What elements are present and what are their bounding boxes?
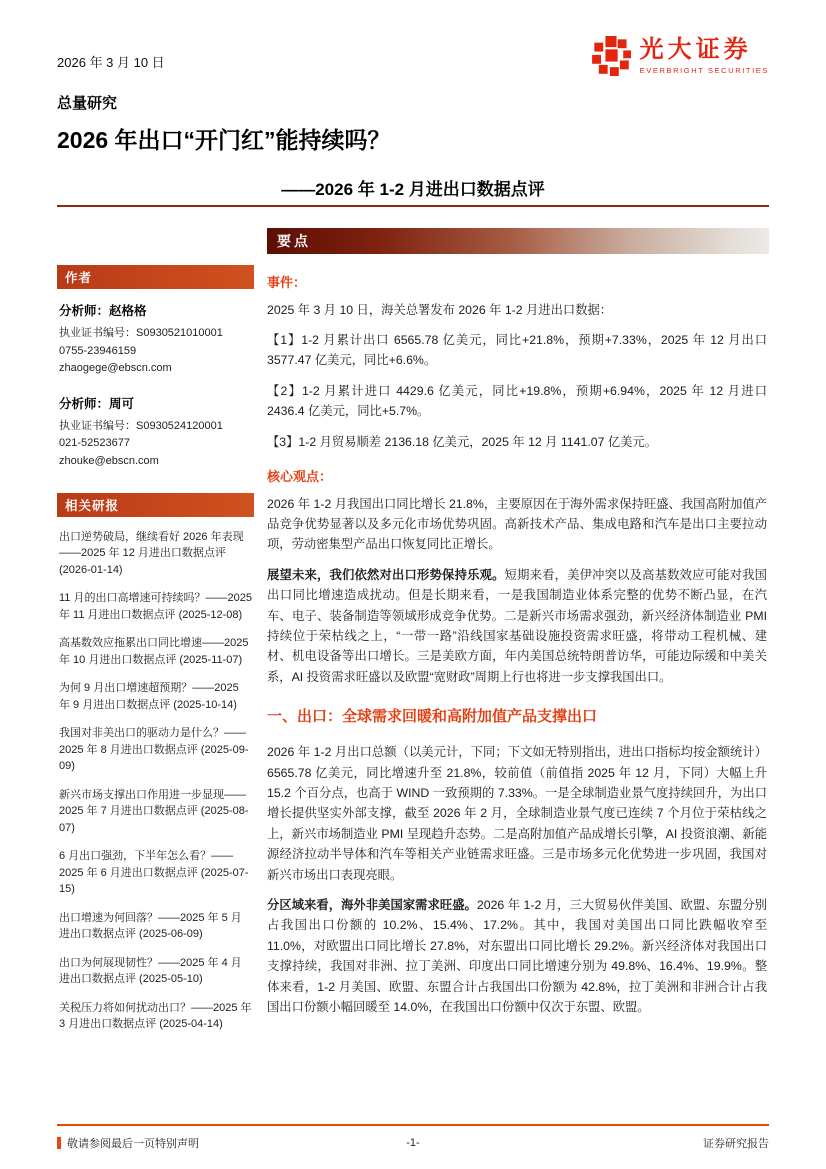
related-report-item: 我国对非美出口的驱动力是什么？——2025 年 8 月进出口数据点评 (2025-09-09): [59, 727, 249, 773]
brand-name-cn: 光大证券: [639, 35, 752, 63]
footer: [57, 1124, 769, 1151]
related-report-item: 出口增速为何回落？——2025 年 5 月进出口数据点评 (2025-06-09): [59, 911, 242, 941]
event-item: 【3】1-2 月贸易顺差 2136.18 亿美元，2025 年 12 月 1141.07 亿美元。: [267, 434, 658, 449]
related-report-item: 新兴市场支撑出口作用进一步显现——2025 年 7 月进出口数据点评 (2025-08-07): [59, 788, 249, 834]
related-report-item: 出口逆势破局，继续看好 2026 年表现——2025 年 12 月进出口数据点评 (2026-01-14): [59, 530, 244, 576]
author-card: [59, 301, 252, 378]
section-paragraph: [267, 742, 767, 885]
event-intro: 2025 年 3 月 10 日，海关总署发布 2026 年 1-2 月进出口数据：: [267, 302, 613, 317]
related-reports-list: [57, 517, 254, 1033]
author-phone: 0755-23946159: [59, 344, 137, 357]
summary-bar: [267, 228, 769, 254]
page-subtitle: ——2026 年 1-2 月进出口数据点评: [281, 180, 545, 199]
title-divider: [57, 205, 769, 207]
para-text: 2026 年 1-2 月，三大贸易伙伴美国、欧盟、东盟分别占我国出口份额的 10.2%、15.4%、17.2%。其中，我国对美国出口同比跌幅收窄至 11.0%，对欧盟出口同比增长 27.8%，对东盟出口同比增长 29.2%。新兴经济体对我国出口支撑持续，我国对非洲、拉丁美洲、印度出口同比增速分别为 49.8%、16.4%、19.9%。整体来看，1-2 月美国、欧盟、东盟合计占我国出口份额为 42.8%，拉丁美洲和非洲合计占我国出口份额小幅回暖至 14.0%，在我国出口份额中仅次于东盟、欧盟。: [267, 897, 767, 1015]
page-number: -1-: [406, 1137, 420, 1149]
brand-name-en: EVERBRIGHT SECURITIES: [639, 66, 769, 76]
author-cert: 执业证书编号：S0930521010001: [59, 327, 223, 339]
event-item: 【2】1-2 月累计进口 4429.6 亿美元，同比+19.8%，预期+6.94%，2025 年 12 月进口 2436.4 亿美元，同比+5.7%。: [267, 383, 767, 419]
para-lead: 分区域来看，海外非美国家需求旺盛。: [267, 897, 477, 912]
report-date: 2026 年 3 月 10 日: [57, 55, 165, 70]
brand-logo: [591, 36, 769, 76]
author-name: 分析师：赵格格: [59, 304, 147, 318]
para-text: 2026 年 1-2 月出口总额（以美元计，下同；下文如无特别指出，进出口指标均按金额统计）6565.78 亿美元，同比增速升至 21.8%，较前值（前值指 2025 年 12 月，下同）大幅上升 15.2 个百分点，也高于 WIND 一致预期的 7.33%。一是全球制造业景气度持续回升，为出口增长提供坚实外部支撑，截至 2026 年 2 月，全球制造业景气度已连续 7 个月位于荣枯线之上，新兴市场制造业 PMI 呈现趋升态势。二是高附加值产品成增长引擎，AI 投资浪潮、新能源经济拉动半导体和汽车等相关产业链需求旺盛。三是市场多元化优势进一步巩固，我国对新兴市场出口表现亮眼。: [267, 745, 767, 882]
authors-block: [57, 289, 254, 493]
event-item: 【1】1-2 月累计出口 6565.78 亿美元，同比+21.8%，预期+7.33%，2025 年 12 月出口 3577.47 亿美元，同比+6.6%。: [267, 332, 767, 368]
author-email: zhaogege@ebscn.com: [59, 362, 172, 375]
body-columns: [57, 228, 769, 1045]
event-label: 事件：: [267, 275, 307, 290]
author-name: 分析师：周可: [59, 396, 135, 411]
related-report-item: 6 月出口强劲，下半年怎么看？——2025 年 6 月进出口数据点评 (2025-07-15): [59, 850, 249, 896]
author-card: [59, 394, 252, 471]
para-text: 2026 年 1-2 月我国出口同比增长 21.8%，主要原因在于海外需求保持旺盛、我国高附加值产品竞争优势显著以及多元化市场优势巩固。高新技术产品、集成电路和汽车是出口主要拉动项，劳动密集型产品出口恢复同比正增长。: [267, 496, 767, 552]
summary-title: 要点: [277, 233, 311, 249]
author-email: zhouke@ebscn.com: [59, 454, 159, 467]
related-report-item: 出口为何展现韧性？——2025 年 4 月进出口数据点评 (2025-05-10): [59, 956, 242, 986]
core-paragraph: [267, 565, 767, 687]
content-body: [267, 254, 769, 1017]
para-text: 短期来看，美伊冲突以及高基数效应可能对我国出口同比增速造成扰动。但是长期来看，一是我国制造业体系完整的优势不断凸显，在汽车、电子、装备制造等领域形成竞争优势。二是新兴市场需求强劲，新兴经济体制造业 PMI 持续位于荣枯线之上，“一带一路”沿线国家基础设施投资需求旺盛，将带动工程机械、建材、机电设备等出口增长。三是美欧方面，年内美国总统特朗普访华，可能边际缓和中美关系，AI 投资需求旺盛以及欧盟“宽财政”周期上行也将进一步支撑我国出口。: [267, 567, 767, 684]
para-lead: 展望未来，我们依然对出口形势保持乐观。: [267, 567, 505, 582]
category-label: 总量研究: [57, 95, 118, 112]
footer-disclaimer-wrap: [57, 1135, 205, 1151]
footer-doc-type: 证券研究报告: [697, 1135, 769, 1151]
related-report-item: 为何 9 月出口增速超预期？——2025 年 9 月进出口数据点评 (2025-10-14): [59, 682, 239, 711]
sidebar: [57, 228, 254, 1045]
footer-accent-bar-icon: [57, 1137, 61, 1149]
authors-header: 作者: [57, 265, 254, 289]
related-report-item: 高基数效应拖累出口同比增速——2025 年 10 月进出口数据点评 (2025-11-07): [59, 637, 249, 666]
author-cert: 执业证书编号：S0930524120001: [59, 419, 223, 432]
related-report-item: 关税压力将如何扰动出口？——2025 年 3 月进出口数据点评 (2025-04-14): [59, 1001, 252, 1031]
footer-disclaimer: 敬请参阅最后一页特别声明: [67, 1138, 199, 1150]
section-heading: 一、出口：全球需求回暖和高附加值产品支撑出口: [267, 708, 598, 726]
author-phone: 021-52523677: [59, 437, 130, 450]
related-reports-header: 相关研报: [57, 493, 254, 517]
core-view-label: 核心观点：: [267, 469, 333, 485]
section-paragraph: [267, 895, 767, 1017]
everbright-logo-icon: [591, 36, 631, 76]
brand-text: [640, 37, 769, 75]
main-content: [267, 228, 769, 1027]
page-title: 2026 年出口“开门红”能持续吗？: [57, 127, 391, 153]
core-paragraph: [267, 494, 767, 555]
related-report-item: 11 月的出口高增速可持续吗？——2025 年 11 月进出口数据点评 (2025-12-08): [59, 592, 252, 621]
